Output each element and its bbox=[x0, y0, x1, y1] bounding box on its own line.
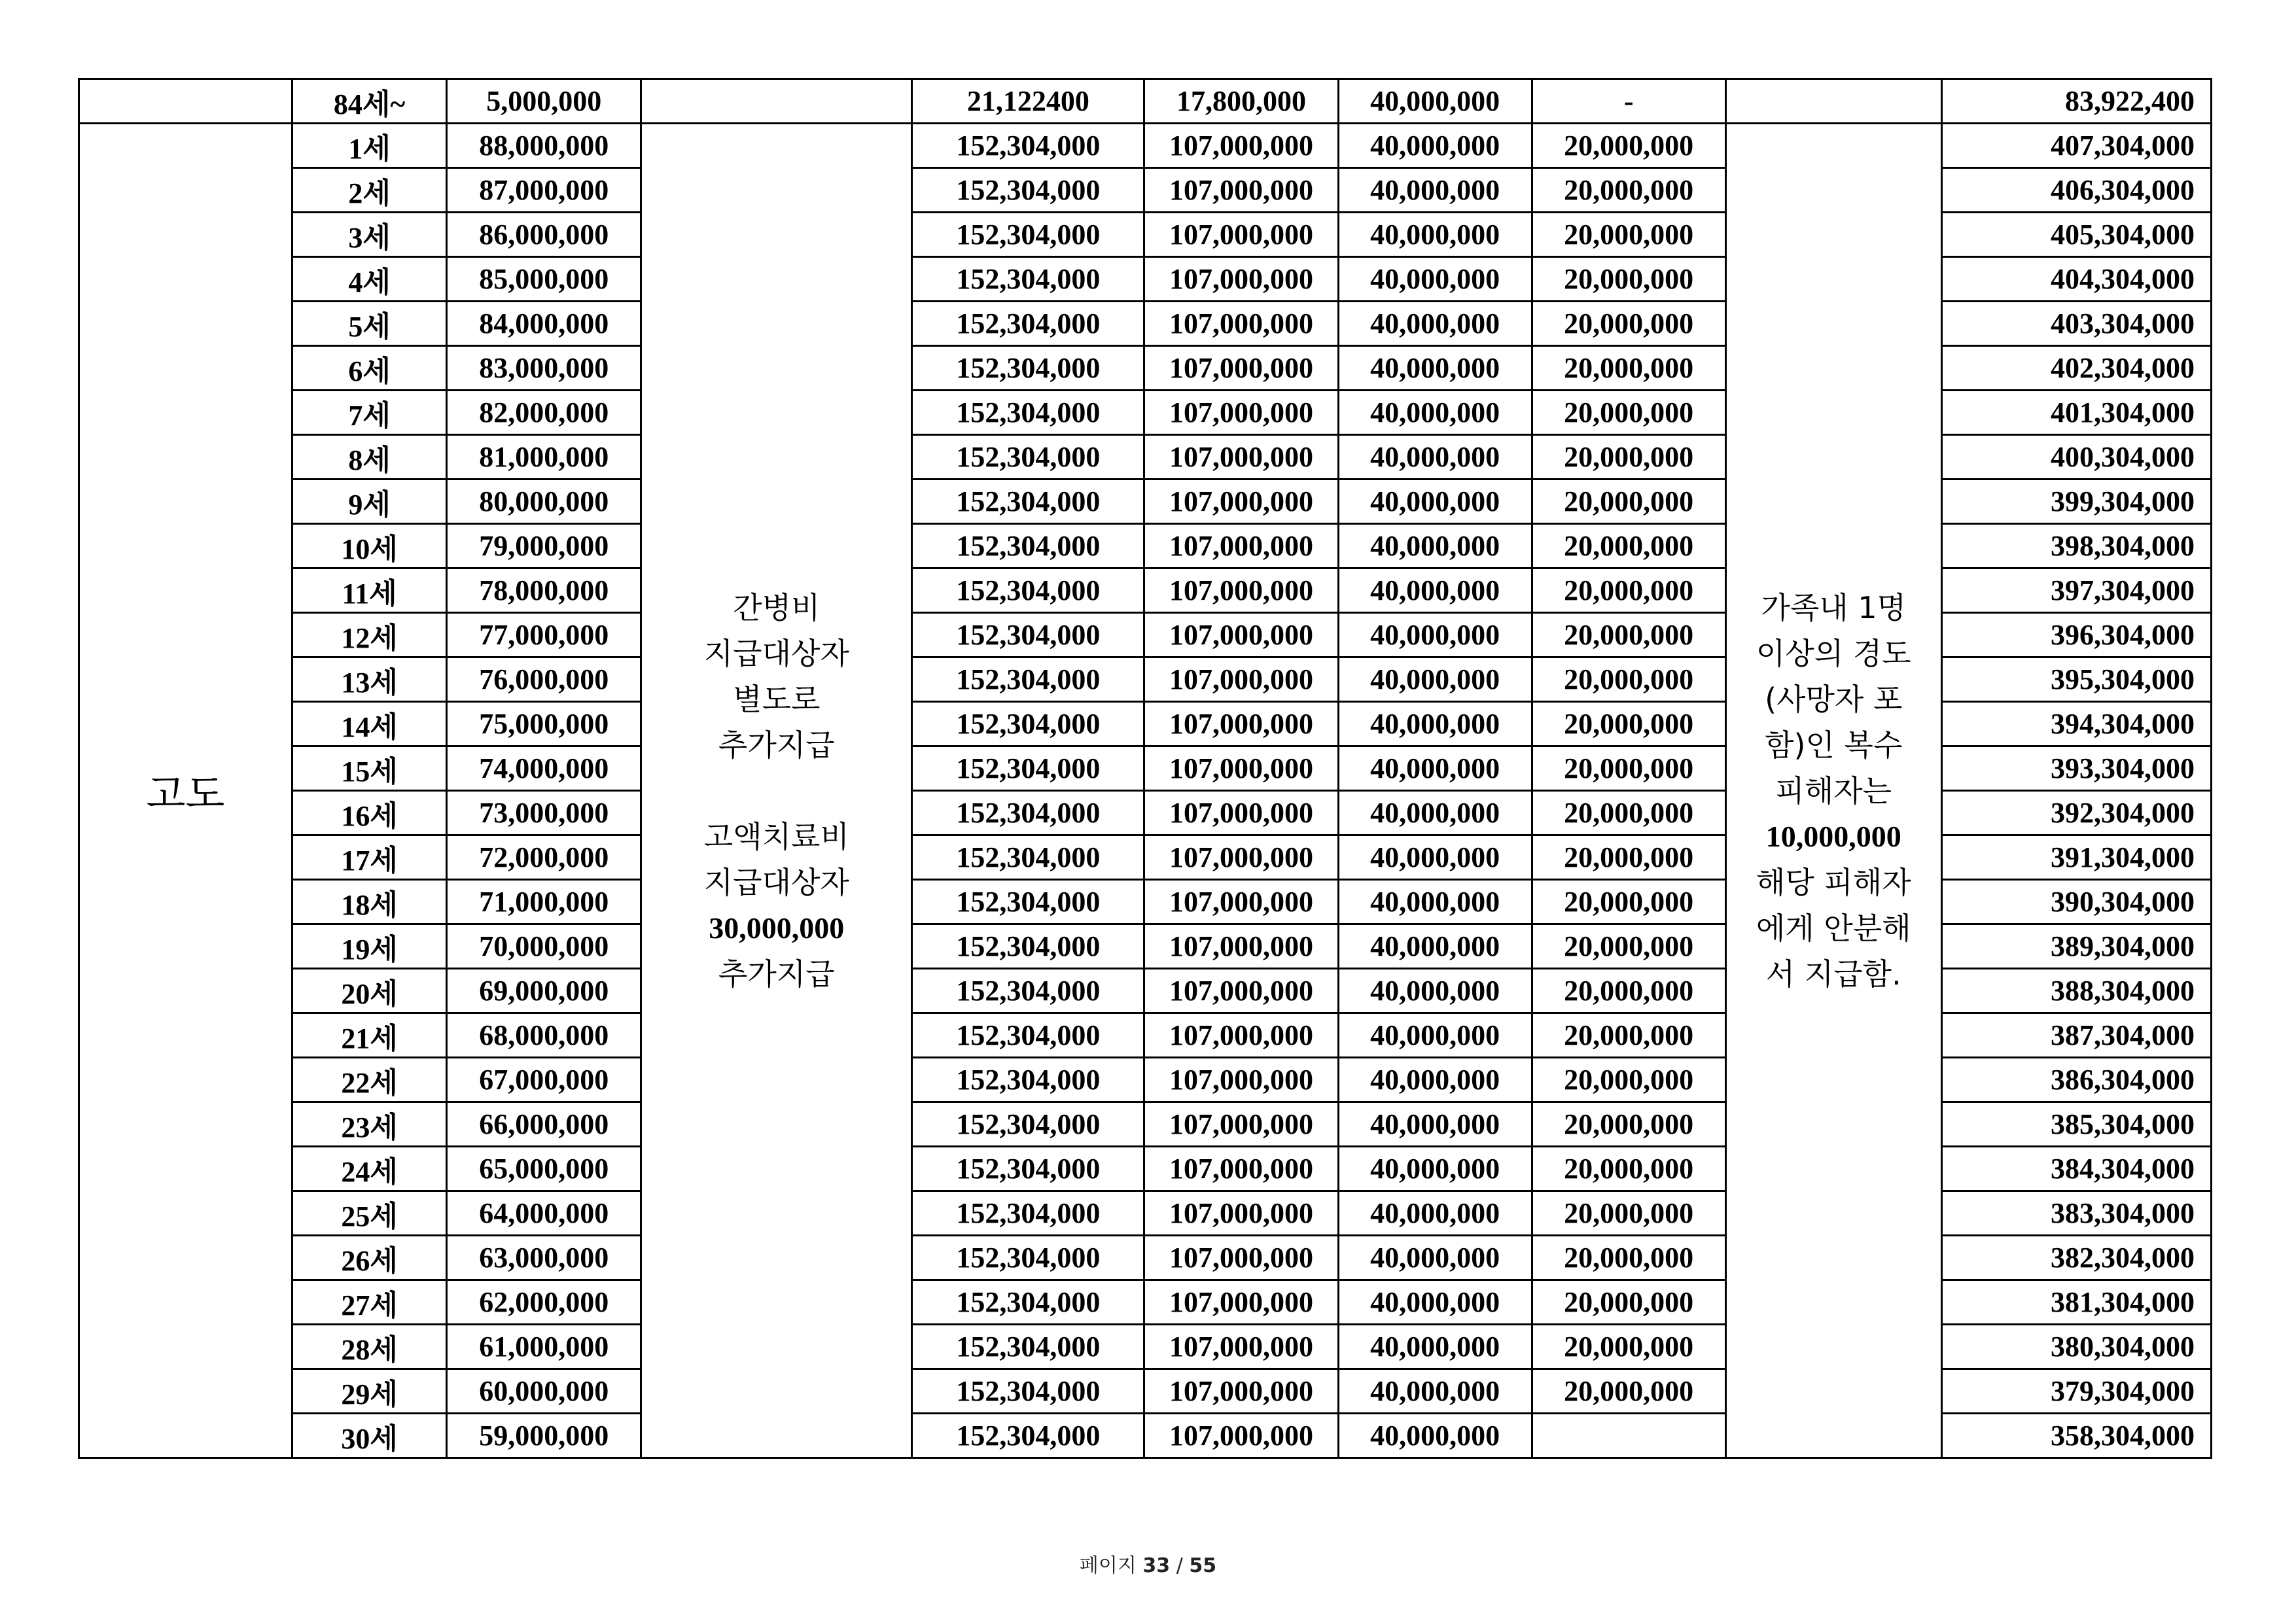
amount-cell-4: 152,304,000 bbox=[912, 1102, 1144, 1147]
age-cell: 25세 bbox=[292, 1191, 447, 1236]
note-line: 간병비 bbox=[733, 589, 821, 625]
total-cell: 382,304,000 bbox=[1941, 1236, 2211, 1280]
amount-cell-6: 40,000,000 bbox=[1338, 1236, 1532, 1280]
amount-cell-5: 107,000,000 bbox=[1144, 1280, 1338, 1325]
amount-cell-4: 152,304,000 bbox=[912, 880, 1144, 924]
amount-cell-6: 40,000,000 bbox=[1338, 346, 1532, 391]
total-cell: 387,304,000 bbox=[1941, 1013, 2211, 1058]
amount-cell-6: 40,000,000 bbox=[1338, 524, 1532, 568]
base-amount-cell: 79,000,000 bbox=[447, 524, 641, 568]
amount-cell-5: 107,000,000 bbox=[1144, 124, 1338, 168]
amount-cell-7: 20,000,000 bbox=[1532, 613, 1725, 657]
amount-cell-7: 20,000,000 bbox=[1532, 124, 1725, 168]
age-cell: 18세 bbox=[292, 880, 447, 924]
amount-cell-5: 107,000,000 bbox=[1144, 524, 1338, 568]
amount-cell-5: 107,000,000 bbox=[1144, 1147, 1338, 1191]
total-cell: 406,304,000 bbox=[1941, 168, 2211, 213]
note-line: 별도로 bbox=[733, 681, 821, 717]
amount-cell-7: 20,000,000 bbox=[1532, 1058, 1725, 1102]
amount-cell-7: 20,000,000 bbox=[1532, 435, 1725, 480]
note-line: 피해자는 bbox=[1775, 773, 1892, 809]
amount-cell-7: 20,000,000 bbox=[1532, 257, 1725, 302]
base-amount-cell: 69,000,000 bbox=[447, 969, 641, 1013]
note-line: 10,000,000 bbox=[1765, 819, 1901, 853]
note-line: 가족내 1명 bbox=[1761, 589, 1907, 625]
amount-cell-6: 40,000,000 bbox=[1338, 568, 1532, 613]
amount-cell-4: 152,304,000 bbox=[912, 1013, 1144, 1058]
total-cell: 386,304,000 bbox=[1941, 1058, 2211, 1102]
amount-cell-6: 40,000,000 bbox=[1338, 1325, 1532, 1369]
amount-cell-4: 152,304,000 bbox=[912, 524, 1144, 568]
amount-cell-6: 40,000,000 bbox=[1338, 302, 1532, 346]
age-cell: 11세 bbox=[292, 568, 447, 613]
amount-cell-4: 152,304,000 bbox=[912, 391, 1144, 435]
base-amount-cell: 87,000,000 bbox=[447, 168, 641, 213]
note-line: 지급대상자 bbox=[703, 635, 849, 671]
amount-cell-5: 107,000,000 bbox=[1144, 1191, 1338, 1236]
amount-cell-4: 152,304,000 bbox=[912, 613, 1144, 657]
amount-cell-4: 152,304,000 bbox=[912, 1236, 1144, 1280]
amount-cell-5: 107,000,000 bbox=[1144, 213, 1338, 257]
page-current: 33 bbox=[1142, 1554, 1171, 1577]
total-cell: 407,304,000 bbox=[1941, 124, 2211, 168]
amount-cell-4: 152,304,000 bbox=[912, 702, 1144, 746]
age-cell: 21세 bbox=[292, 1013, 447, 1058]
base-amount-cell: 60,000,000 bbox=[447, 1369, 641, 1414]
table-row bbox=[79, 124, 2212, 168]
base-amount-cell: 82,000,000 bbox=[447, 391, 641, 435]
total-cell: 383,304,000 bbox=[1941, 1191, 2211, 1236]
amount-cell-4: 152,304,000 bbox=[912, 302, 1144, 346]
amount-cell-7: 20,000,000 bbox=[1532, 391, 1725, 435]
total-cell: 392,304,000 bbox=[1941, 791, 2211, 835]
amount-cell-5: 107,000,000 bbox=[1144, 1058, 1338, 1102]
total-cell: 396,304,000 bbox=[1941, 613, 2211, 657]
base-amount-cell: 78,000,000 bbox=[447, 568, 641, 613]
total-cell: 397,304,000 bbox=[1941, 568, 2211, 613]
amount-cell-4: 152,304,000 bbox=[912, 1414, 1144, 1458]
age-cell: 16세 bbox=[292, 791, 447, 835]
amount-cell-5: 107,000,000 bbox=[1144, 568, 1338, 613]
compensation-table bbox=[78, 78, 2212, 1459]
multi-victim-note-cell bbox=[1725, 124, 1941, 1458]
base-amount-cell: 64,000,000 bbox=[447, 1191, 641, 1236]
amount-cell-7: 20,000,000 bbox=[1532, 568, 1725, 613]
total-cell: 400,304,000 bbox=[1941, 435, 2211, 480]
amount-cell-4: 152,304,000 bbox=[912, 480, 1144, 524]
amount-cell-6: 40,000,000 bbox=[1338, 1369, 1532, 1414]
amount-cell-7: 20,000,000 bbox=[1532, 791, 1725, 835]
amount-cell-7: 20,000,000 bbox=[1532, 302, 1725, 346]
amount-cell-4: 152,304,000 bbox=[912, 1369, 1144, 1414]
amount-cell-4: 152,304,000 bbox=[912, 1280, 1144, 1325]
base-amount-cell: 76,000,000 bbox=[447, 657, 641, 702]
amount-cell-5: 107,000,000 bbox=[1144, 435, 1338, 480]
amount-cell-5: 107,000,000 bbox=[1144, 257, 1338, 302]
amount-cell-4: 152,304,000 bbox=[912, 346, 1144, 391]
amount-cell-7: 20,000,000 bbox=[1532, 1280, 1725, 1325]
amount-cell-6: 40,000,000 bbox=[1338, 791, 1532, 835]
total-cell: 389,304,000 bbox=[1941, 924, 2211, 969]
age-cell: 12세 bbox=[292, 613, 447, 657]
total-cell: 393,304,000 bbox=[1941, 746, 2211, 791]
page-total: 55 bbox=[1189, 1554, 1217, 1577]
base-amount-cell: 84,000,000 bbox=[447, 302, 641, 346]
note-gap bbox=[652, 768, 900, 814]
amount-cell-7: 20,000,000 bbox=[1532, 1191, 1725, 1236]
amount-cell-5: 107,000,000 bbox=[1144, 791, 1338, 835]
age-cell: 3세 bbox=[292, 213, 447, 257]
age-cell: 8세 bbox=[292, 435, 447, 480]
caregiver-note-cell bbox=[641, 124, 912, 1458]
amount-cell-7: 20,000,000 bbox=[1532, 924, 1725, 969]
age-cell: 2세 bbox=[292, 168, 447, 213]
amount-cell-5: 107,000,000 bbox=[1144, 480, 1338, 524]
age-cell: 23세 bbox=[292, 1102, 447, 1147]
note-cell-empty-2 bbox=[1725, 79, 1941, 124]
total-cell: 390,304,000 bbox=[1941, 880, 2211, 924]
base-amount-cell: 72,000,000 bbox=[447, 835, 641, 880]
age-cell: 5세 bbox=[292, 302, 447, 346]
age-cell: 10세 bbox=[292, 524, 447, 568]
amount-cell-7: 20,000,000 bbox=[1532, 1147, 1725, 1191]
amount-cell-5: 107,000,000 bbox=[1144, 1414, 1338, 1458]
amount-cell-6: 40,000,000 bbox=[1338, 969, 1532, 1013]
table-row-top bbox=[79, 79, 2212, 124]
amount-cell-6: 40,000,000 bbox=[1338, 1013, 1532, 1058]
base-amount-cell: 62,000,000 bbox=[447, 1280, 641, 1325]
base-amount-cell: 68,000,000 bbox=[447, 1013, 641, 1058]
grade-cell: 고도 bbox=[79, 124, 292, 1458]
amount-cell-6: 40,000,000 bbox=[1338, 1102, 1532, 1147]
amount-cell-4: 152,304,000 bbox=[912, 1325, 1144, 1369]
amount-cell-7: 20,000,000 bbox=[1532, 168, 1725, 213]
amount-cell-6: 40,000,000 bbox=[1338, 79, 1532, 124]
amount-cell-4: 152,304,000 bbox=[912, 435, 1144, 480]
age-cell: 30세 bbox=[292, 1414, 447, 1458]
amount-cell-4: 152,304,000 bbox=[912, 568, 1144, 613]
note-line: 함)인 복수 bbox=[1765, 727, 1903, 763]
amount-cell-4: 152,304,000 bbox=[912, 168, 1144, 213]
amount-cell-4: 152,304,000 bbox=[912, 969, 1144, 1013]
age-cell: 20세 bbox=[292, 969, 447, 1013]
amount-cell-6: 40,000,000 bbox=[1338, 613, 1532, 657]
note-line: 30,000,000 bbox=[709, 911, 845, 945]
total-cell: 402,304,000 bbox=[1941, 346, 2211, 391]
grade-cell-empty bbox=[79, 79, 292, 124]
amount-cell-5: 107,000,000 bbox=[1144, 391, 1338, 435]
age-cell: 13세 bbox=[292, 657, 447, 702]
amount-cell-5: 107,000,000 bbox=[1144, 1102, 1338, 1147]
amount-cell-7: 20,000,000 bbox=[1532, 346, 1725, 391]
amount-cell-5: 107,000,000 bbox=[1144, 880, 1338, 924]
total-cell: 403,304,000 bbox=[1941, 302, 2211, 346]
amount-cell-5: 17,800,000 bbox=[1144, 79, 1338, 124]
amount-cell-6: 40,000,000 bbox=[1338, 924, 1532, 969]
base-amount-cell: 65,000,000 bbox=[447, 1147, 641, 1191]
amount-cell-6: 40,000,000 bbox=[1338, 124, 1532, 168]
amount-cell-4: 152,304,000 bbox=[912, 124, 1144, 168]
amount-cell-7: 20,000,000 bbox=[1532, 1013, 1725, 1058]
base-amount-cell: 80,000,000 bbox=[447, 480, 641, 524]
note-line: 이상의 경도 bbox=[1756, 635, 1911, 671]
total-cell: 83,922,400 bbox=[1941, 79, 2211, 124]
amount-cell-4: 152,304,000 bbox=[912, 835, 1144, 880]
amount-cell-6: 40,000,000 bbox=[1338, 1280, 1532, 1325]
amount-cell-7: 20,000,000 bbox=[1532, 1236, 1725, 1280]
amount-cell-6: 40,000,000 bbox=[1338, 391, 1532, 435]
base-amount-cell: 83,000,000 bbox=[447, 346, 641, 391]
amount-cell-6: 40,000,000 bbox=[1338, 1191, 1532, 1236]
total-cell: 385,304,000 bbox=[1941, 1102, 2211, 1147]
amount-cell-4: 152,304,000 bbox=[912, 924, 1144, 969]
note-line: 서 지급함. bbox=[1765, 956, 1901, 992]
amount-cell-6: 40,000,000 bbox=[1338, 1414, 1532, 1458]
amount-cell-5: 107,000,000 bbox=[1144, 924, 1338, 969]
amount-cell-5: 107,000,000 bbox=[1144, 969, 1338, 1013]
amount-cell-4: 21,122400 bbox=[912, 79, 1144, 124]
amount-cell-6: 40,000,000 bbox=[1338, 835, 1532, 880]
note-line: 해당 피해자 bbox=[1756, 864, 1911, 900]
amount-cell-5: 107,000,000 bbox=[1144, 302, 1338, 346]
total-cell: 404,304,000 bbox=[1941, 257, 2211, 302]
amount-cell-5: 107,000,000 bbox=[1144, 1369, 1338, 1414]
total-cell: 388,304,000 bbox=[1941, 969, 2211, 1013]
age-cell: 29세 bbox=[292, 1369, 447, 1414]
age-cell: 28세 bbox=[292, 1325, 447, 1369]
amount-cell-4: 152,304,000 bbox=[912, 657, 1144, 702]
age-cell: 15세 bbox=[292, 746, 447, 791]
age-cell: 9세 bbox=[292, 480, 447, 524]
amount-cell-7: 20,000,000 bbox=[1532, 702, 1725, 746]
amount-cell-7: 20,000,000 bbox=[1532, 213, 1725, 257]
page-footer bbox=[0, 1549, 2296, 1578]
page-separator: / bbox=[1176, 1554, 1183, 1577]
amount-cell-5: 107,000,000 bbox=[1144, 1325, 1338, 1369]
total-cell: 395,304,000 bbox=[1941, 657, 2211, 702]
base-amount-cell: 59,000,000 bbox=[447, 1414, 641, 1458]
base-amount-cell: 70,000,000 bbox=[447, 924, 641, 969]
amount-cell-5: 107,000,000 bbox=[1144, 835, 1338, 880]
base-amount-cell: 5,000,000 bbox=[447, 79, 641, 124]
age-cell: 19세 bbox=[292, 924, 447, 969]
amount-cell-7: 20,000,000 bbox=[1532, 880, 1725, 924]
amount-cell-7: 20,000,000 bbox=[1532, 1369, 1725, 1414]
amount-cell-7: 20,000,000 bbox=[1532, 835, 1725, 880]
amount-cell-7: 20,000,000 bbox=[1532, 524, 1725, 568]
page-label: 페이지 bbox=[1079, 1554, 1137, 1577]
base-amount-cell: 73,000,000 bbox=[447, 791, 641, 835]
amount-cell-6: 40,000,000 bbox=[1338, 657, 1532, 702]
amount-cell-4: 152,304,000 bbox=[912, 791, 1144, 835]
age-cell: 6세 bbox=[292, 346, 447, 391]
age-cell: 7세 bbox=[292, 391, 447, 435]
note-line: 지급대상자 bbox=[703, 864, 849, 900]
total-cell: 358,304,000 bbox=[1941, 1414, 2211, 1458]
base-amount-cell: 85,000,000 bbox=[447, 257, 641, 302]
amount-cell-7: 20,000,000 bbox=[1532, 480, 1725, 524]
total-cell: 405,304,000 bbox=[1941, 213, 2211, 257]
amount-cell-6: 40,000,000 bbox=[1338, 168, 1532, 213]
base-amount-cell: 74,000,000 bbox=[447, 746, 641, 791]
base-amount-cell: 81,000,000 bbox=[447, 435, 641, 480]
total-cell: 401,304,000 bbox=[1941, 391, 2211, 435]
age-cell: 24세 bbox=[292, 1147, 447, 1191]
total-cell: 399,304,000 bbox=[1941, 480, 2211, 524]
table-body bbox=[79, 79, 2212, 1458]
age-cell: 27세 bbox=[292, 1280, 447, 1325]
base-amount-cell: 77,000,000 bbox=[447, 613, 641, 657]
amount-cell-6: 40,000,000 bbox=[1338, 257, 1532, 302]
amount-cell-5: 107,000,000 bbox=[1144, 168, 1338, 213]
amount-cell-5: 107,000,000 bbox=[1144, 613, 1338, 657]
base-amount-cell: 61,000,000 bbox=[447, 1325, 641, 1369]
age-cell: 14세 bbox=[292, 702, 447, 746]
total-cell: 380,304,000 bbox=[1941, 1325, 2211, 1369]
base-amount-cell: 88,000,000 bbox=[447, 124, 641, 168]
base-amount-cell: 86,000,000 bbox=[447, 213, 641, 257]
amount-cell-5: 107,000,000 bbox=[1144, 346, 1338, 391]
amount-cell-6: 40,000,000 bbox=[1338, 435, 1532, 480]
base-amount-cell: 71,000,000 bbox=[447, 880, 641, 924]
amount-cell-4: 152,304,000 bbox=[912, 257, 1144, 302]
amount-cell-5: 107,000,000 bbox=[1144, 702, 1338, 746]
age-cell: 84세~ bbox=[292, 79, 447, 124]
amount-cell-6: 40,000,000 bbox=[1338, 746, 1532, 791]
amount-cell-4: 152,304,000 bbox=[912, 1147, 1144, 1191]
amount-cell-4: 152,304,000 bbox=[912, 1058, 1144, 1102]
amount-cell-6: 40,000,000 bbox=[1338, 1058, 1532, 1102]
amount-cell-6: 40,000,000 bbox=[1338, 480, 1532, 524]
amount-cell-7: 20,000,000 bbox=[1532, 746, 1725, 791]
amount-cell-7: 20,000,000 bbox=[1532, 1325, 1725, 1369]
amount-cell-6: 40,000,000 bbox=[1338, 1147, 1532, 1191]
base-amount-cell: 66,000,000 bbox=[447, 1102, 641, 1147]
amount-cell-5: 107,000,000 bbox=[1144, 1236, 1338, 1280]
total-cell: 381,304,000 bbox=[1941, 1280, 2211, 1325]
age-cell: 17세 bbox=[292, 835, 447, 880]
amount-cell-7: - bbox=[1532, 79, 1725, 124]
base-amount-cell: 67,000,000 bbox=[447, 1058, 641, 1102]
amount-cell-4: 152,304,000 bbox=[912, 746, 1144, 791]
note-line: 추가지급 bbox=[718, 727, 835, 763]
note-line: 에게 안분해 bbox=[1756, 910, 1911, 946]
total-cell: 384,304,000 bbox=[1941, 1147, 2211, 1191]
amount-cell-5: 107,000,000 bbox=[1144, 657, 1338, 702]
note-line: 추가지급 bbox=[718, 956, 835, 992]
amount-cell-7: 20,000,000 bbox=[1532, 969, 1725, 1013]
note-line: 고액치료비 bbox=[703, 818, 849, 854]
note-cell-empty bbox=[641, 79, 912, 124]
amount-cell-6: 40,000,000 bbox=[1338, 880, 1532, 924]
amount-cell-5: 107,000,000 bbox=[1144, 746, 1338, 791]
amount-cell-4: 152,304,000 bbox=[912, 213, 1144, 257]
age-cell: 26세 bbox=[292, 1236, 447, 1280]
total-cell: 379,304,000 bbox=[1941, 1369, 2211, 1414]
base-amount-cell: 63,000,000 bbox=[447, 1236, 641, 1280]
amount-cell-7 bbox=[1532, 1414, 1725, 1458]
amount-cell-5: 107,000,000 bbox=[1144, 1013, 1338, 1058]
age-cell: 4세 bbox=[292, 257, 447, 302]
amount-cell-7: 20,000,000 bbox=[1532, 657, 1725, 702]
amount-cell-4: 152,304,000 bbox=[912, 1191, 1144, 1236]
amount-cell-7: 20,000,000 bbox=[1532, 1102, 1725, 1147]
total-cell: 398,304,000 bbox=[1941, 524, 2211, 568]
amount-cell-6: 40,000,000 bbox=[1338, 702, 1532, 746]
age-cell: 1세 bbox=[292, 124, 447, 168]
total-cell: 391,304,000 bbox=[1941, 835, 2211, 880]
age-cell: 22세 bbox=[292, 1058, 447, 1102]
base-amount-cell: 75,000,000 bbox=[447, 702, 641, 746]
amount-cell-6: 40,000,000 bbox=[1338, 213, 1532, 257]
total-cell: 394,304,000 bbox=[1941, 702, 2211, 746]
note-line: (사망자 포 bbox=[1765, 681, 1903, 717]
